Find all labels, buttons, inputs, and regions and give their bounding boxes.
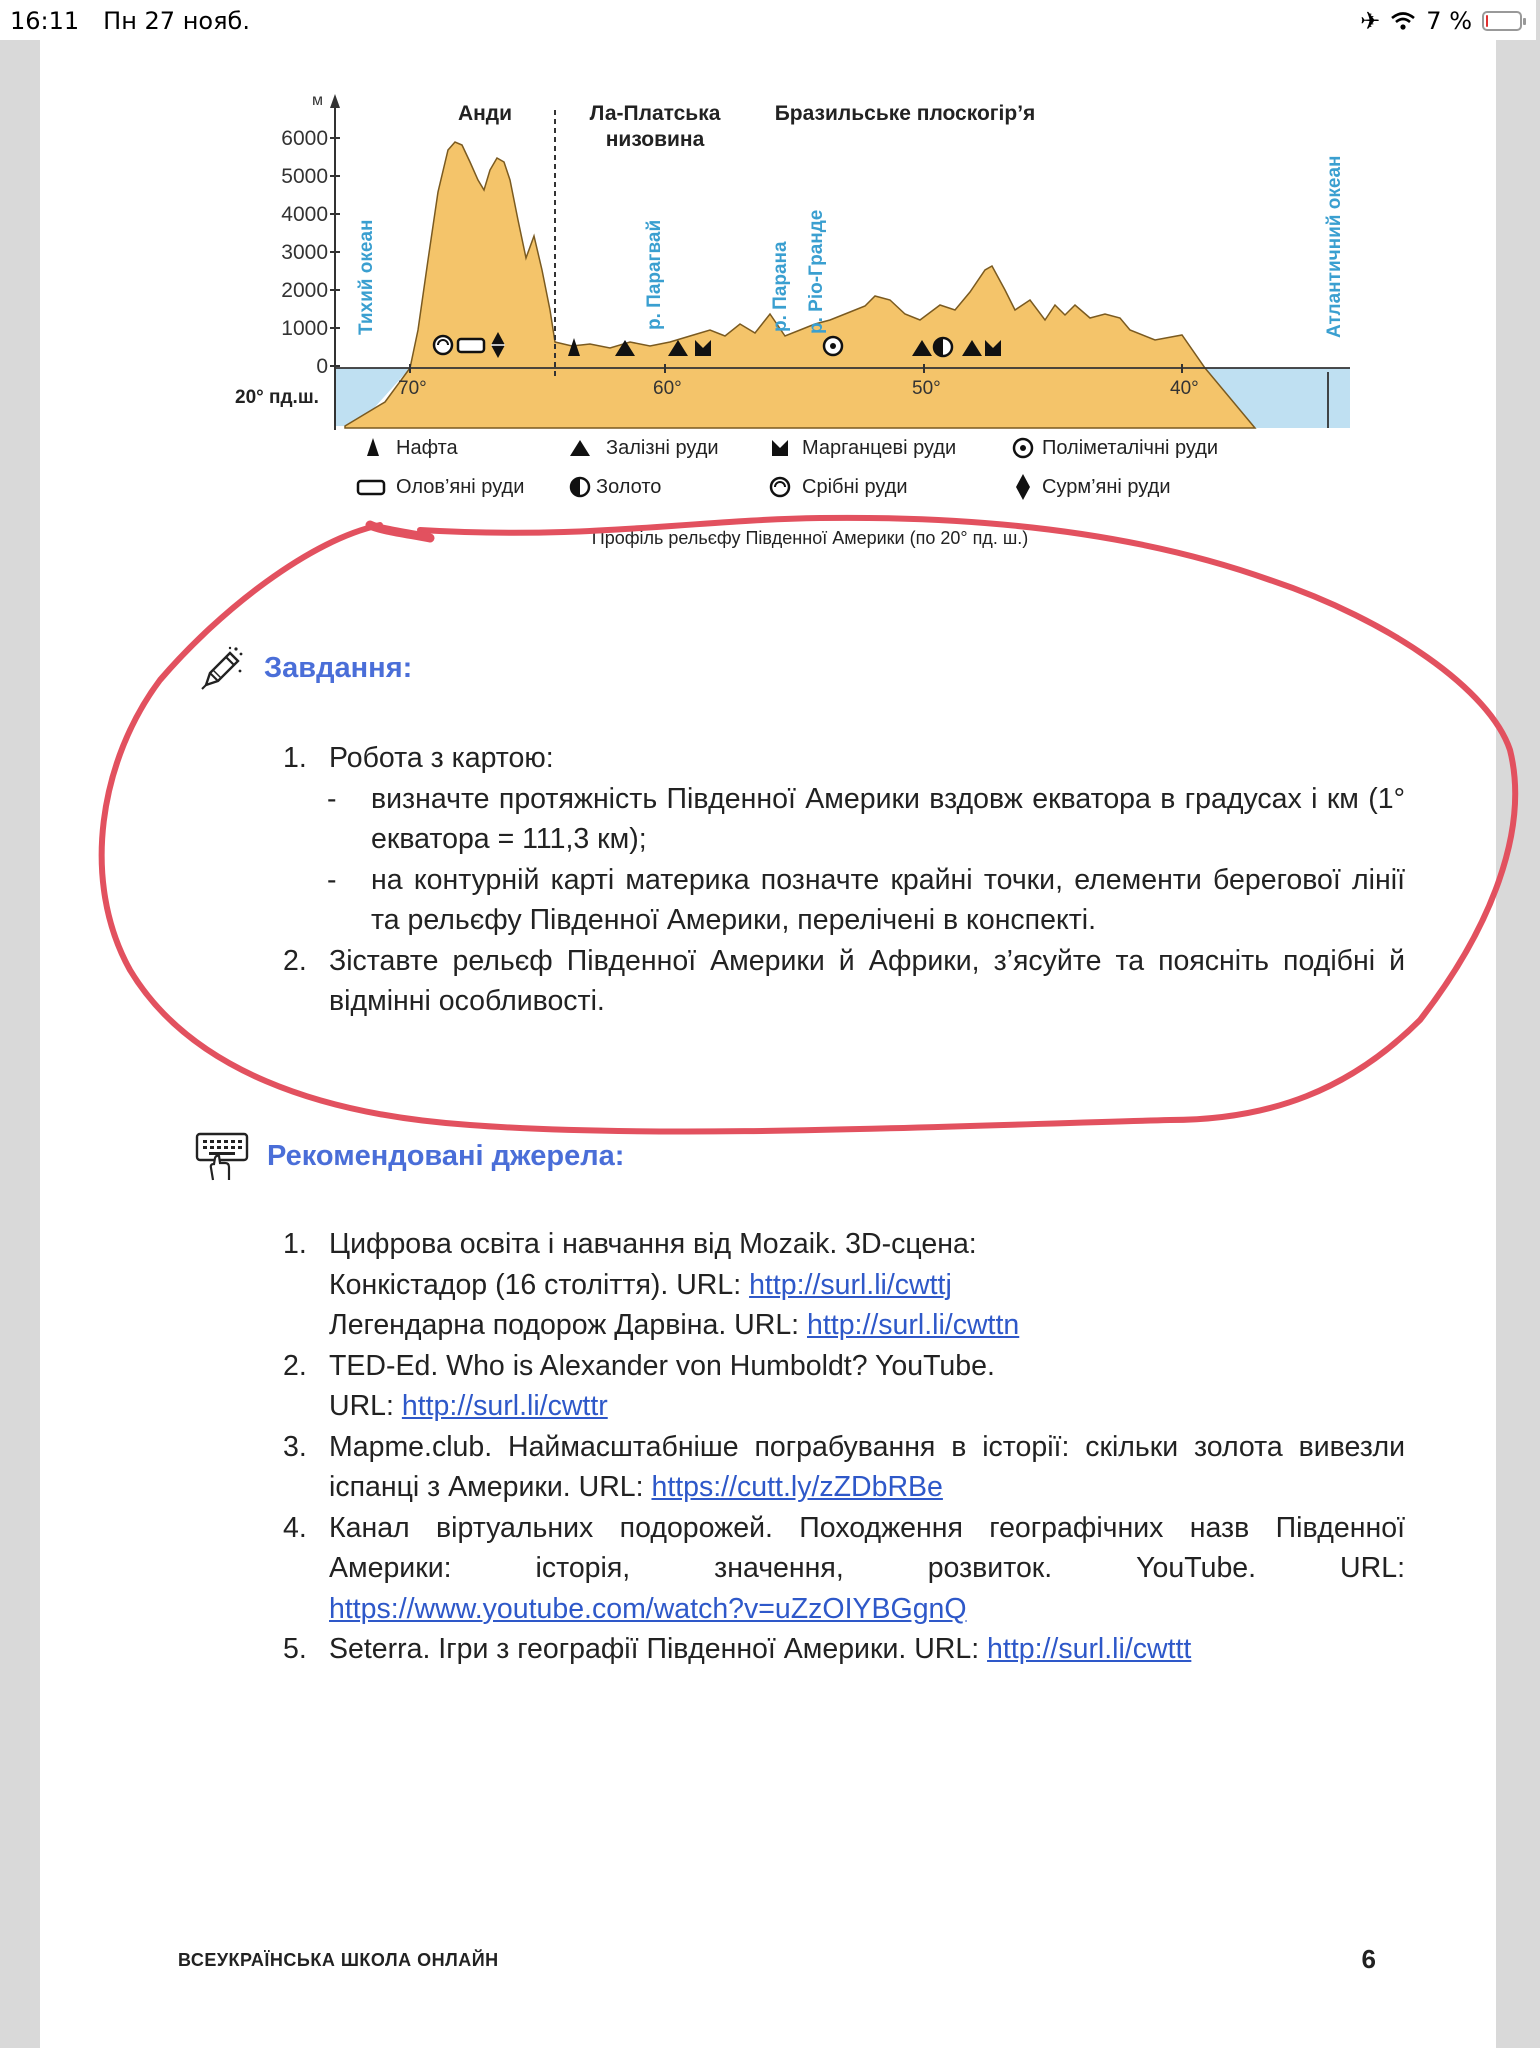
- task-item-1: [283, 738, 1405, 941]
- source-4-link[interactable]: https://www.youtube.com/watch?v=uZzOIYBGgnQ: [329, 1592, 967, 1625]
- source-1-line-1: Цифрова освіта і навчання від Mozaik. 3D-сцена:: [329, 1228, 977, 1260]
- airplane-icon: ✈: [1360, 7, 1381, 35]
- status-time: 16:11: [10, 7, 80, 35]
- x-tick-label: 60°: [653, 378, 682, 399]
- relief-profile-figure: [235, 80, 1370, 548]
- terrain-profile: [345, 142, 1255, 428]
- legend-oil: Нафта: [396, 437, 458, 459]
- polymetallic-symbol: [824, 337, 842, 355]
- region-brazil: Бразильське плоскогір’я: [774, 102, 1036, 125]
- legend-gold: Золото: [596, 476, 662, 498]
- pencil-icon: [200, 645, 244, 691]
- sources-heading: [195, 1130, 624, 1182]
- source-number-4: 4.: [283, 1511, 307, 1544]
- legend: [358, 437, 1218, 500]
- legend-polymetallic: Поліметалічні руди: [1042, 437, 1219, 459]
- legend-polymetallic-icon: [1014, 439, 1032, 457]
- task-subitem-2: - на контурній карті материка позначте крайні точки, елементи берегової лінії та рельєфу Південної Америки, перелічені в конспекті.: [327, 860, 1405, 941]
- label-rio-grande: р. Ріо-Гранде: [806, 209, 827, 334]
- source-number-5: 5.: [283, 1633, 307, 1665]
- source-2-line-2: URL:: [329, 1390, 402, 1422]
- battery-level: [1486, 15, 1488, 27]
- status-right: [1360, 7, 1522, 35]
- source-3-text: Mapme.club. Наймасштабніше пограбування в історії: скільки золота вивезли іспанці з Америки. URL:: [329, 1430, 1405, 1503]
- y-tick-label: 0: [316, 355, 328, 378]
- legend-tin: Олов’яні руди: [396, 476, 525, 498]
- sources-heading-label: Рекомендовані джерела:: [267, 1139, 625, 1172]
- legend-manganese-icon: [772, 440, 788, 456]
- y-tick-label: 6000: [281, 127, 328, 150]
- y-axis-ticks: [281, 127, 340, 378]
- tasks-heading-label: Завдання:: [264, 651, 413, 684]
- source-1-line-2: Конкістадор (16 століття). URL:: [329, 1268, 750, 1301]
- relief-profile: [235, 80, 1370, 520]
- legend-silver: Срібні руди: [802, 476, 908, 498]
- task-subitem-text-1: визначте протяжність Південної Америки вздовж екватора в градусах і км (1° екватора = 111,3 км);: [371, 782, 1405, 855]
- task-number-2: 2.: [283, 944, 307, 977]
- source-number-3: 3.: [283, 1430, 307, 1463]
- x-tick-label: 50°: [912, 378, 941, 399]
- source-item-3: [283, 1427, 1405, 1508]
- status-left: [10, 7, 274, 35]
- task-number-1: 1.: [283, 742, 307, 774]
- y-tick-label: 1000: [281, 317, 328, 340]
- source-4-text: Канал віртуальних подорожей. Походження географічних назв Південної Америки: історія, значення, розвиток. YouTube. URL:: [329, 1511, 1405, 1584]
- y-tick-label: 4000: [281, 203, 328, 226]
- region-la-plata-line1: Ла-Платська: [589, 102, 721, 125]
- x-tick-label: 40°: [1170, 378, 1199, 399]
- task-text-1: Робота з картою:: [329, 742, 554, 774]
- source-2-line-1: TED-Ed. Who is Alexander von Humboldt? YouTube.: [329, 1349, 995, 1382]
- source-1-line-3: Легендарна подорож Дарвіна. URL:: [329, 1309, 808, 1341]
- y-tick-label: 5000: [281, 165, 328, 188]
- label-atlantic: Атлантичний океан: [1324, 155, 1345, 338]
- x-tick-label: 70°: [398, 378, 427, 399]
- source-1-link-darwin[interactable]: http://surl.li/cwttn: [807, 1309, 1020, 1341]
- label-pacific: Тихий океан: [356, 219, 377, 335]
- source-5-link[interactable]: http://surl.li/cwttt: [987, 1633, 1192, 1665]
- label-parana: р. Парана: [770, 241, 791, 332]
- region-andes: Анди: [457, 102, 513, 125]
- legend-antimony: Сурм’яні руди: [1042, 476, 1171, 498]
- wifi-icon: [1390, 11, 1416, 31]
- source-item-4: [283, 1508, 1405, 1630]
- y-axis-unit: м: [312, 92, 323, 109]
- legend-iron: Залізні руди: [606, 437, 719, 459]
- source-number-1: 1.: [283, 1228, 307, 1260]
- source-item-5: [283, 1629, 1405, 1670]
- task-subitem-1: - визначте протяжність Південної Америки вздовж екватора в градусах і км (1° екватора = 111,3 км);: [327, 779, 1405, 860]
- source-1-link-conquistador[interactable]: http://surl.li/cwttj: [749, 1268, 952, 1301]
- legend-silver-icon: [771, 478, 789, 496]
- label-paraguay: р. Парагвай: [644, 219, 665, 330]
- source-5-text: Seterra. Ігри з географії Південної Америки. URL:: [329, 1633, 988, 1665]
- region-la-plata-line2: низовина: [605, 128, 705, 151]
- tasks-heading: [200, 645, 412, 691]
- battery-percent: 7 %: [1426, 7, 1472, 35]
- tasks-list: [283, 738, 1405, 1022]
- source-item-2: [283, 1346, 1405, 1427]
- silver-ore-symbol: [434, 336, 452, 354]
- sources-list: [283, 1224, 1405, 1670]
- task-item-2: [283, 941, 1405, 1022]
- source-2-link[interactable]: http://surl.li/cwttr: [401, 1390, 608, 1422]
- y-tick-label: 2000: [281, 279, 328, 302]
- source-number-2: 2.: [283, 1349, 307, 1382]
- y-tick-label: 3000: [281, 241, 328, 264]
- legend-iron-icon: [570, 440, 590, 456]
- footer-school-name: ВСЕУКРАЇНСЬКА ШКОЛА ОНЛАЙН: [178, 1950, 499, 1970]
- legend-oil-icon: [367, 438, 379, 456]
- battery-icon: [1482, 11, 1522, 31]
- keyboard-hand-icon: [195, 1130, 249, 1182]
- tin-ore-symbol: [458, 339, 484, 352]
- source-3-link[interactable]: https://cutt.ly/zZDbRBe: [651, 1471, 943, 1503]
- legend-tin-icon: [358, 481, 384, 494]
- status-date: Пн 27 нояб.: [103, 7, 250, 35]
- figure-caption: Профіль рельєфу Південної Америки (по 20° пд. ш.): [591, 528, 1029, 548]
- status-bar: [0, 0, 1536, 40]
- legend-gold-icon: [571, 478, 589, 496]
- task-text-2: Зіставте рельєф Південної Америки й Африки, з’ясуйте та поясніть подібні й відмінні особливості.: [329, 944, 1405, 1017]
- document-page: [40, 0, 1496, 2048]
- legend-manganese: Марганцеві руди: [802, 437, 957, 459]
- gold-symbol: [934, 338, 952, 356]
- task-subitem-text-2: на контурній карті материка позначте крайні точки, елементи берегової лінії та рельєфу Південної Америки, перелічені в конспекті.: [371, 863, 1405, 936]
- page-number: 6: [1361, 1944, 1376, 1974]
- latitude-label: 20° пд.ш.: [235, 387, 319, 408]
- legend-antimony-icon: [1016, 474, 1030, 500]
- source-item-1: [283, 1224, 1405, 1346]
